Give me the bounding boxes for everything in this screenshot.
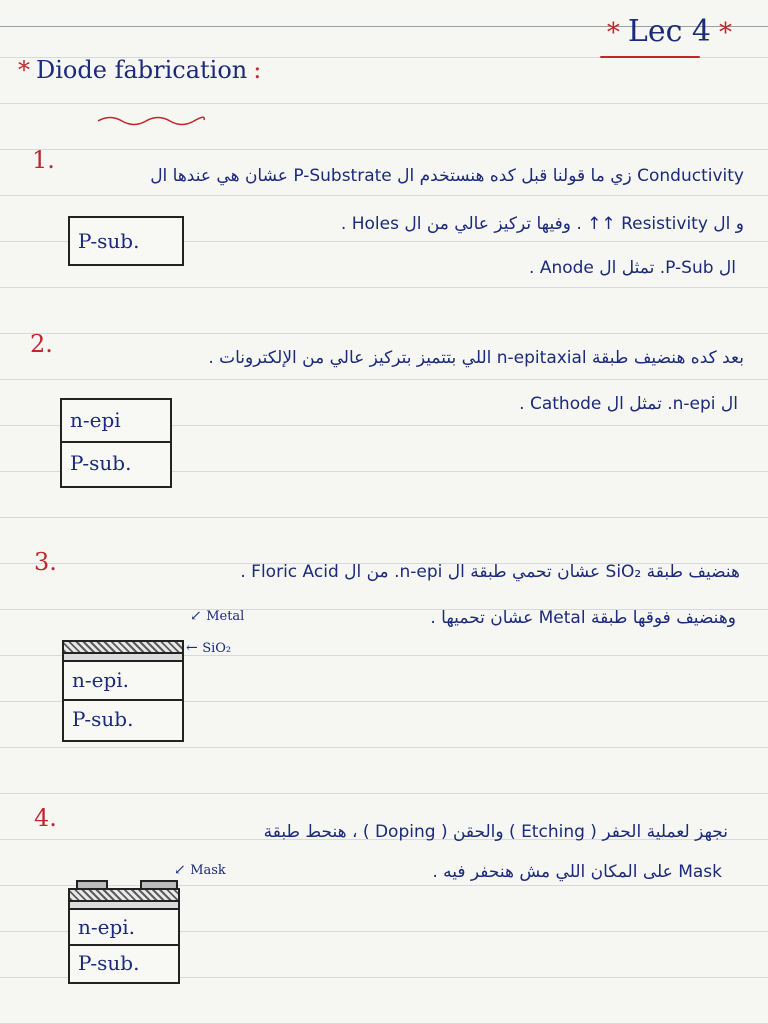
step-1-line-1: Conductivity زي ما قولنا قبل كده هنستخدم ال P-Substrate عشان هي عندها ال — [150, 166, 744, 186]
metal-sio2-stack-diagram — [62, 640, 184, 742]
title-underline-squiggle — [96, 112, 206, 126]
n-epi-layer: n-epi. — [64, 662, 182, 701]
step-2-line-1: بعد كده هنضيف طبقة n-epitaxial اللي بتتميز بتركيز عالي من الإلكترونات . — [208, 348, 744, 368]
step-2-line-2: ال n-epi. تمثل ال Cathode . — [519, 394, 738, 414]
metal-layer — [70, 890, 178, 902]
header-underline — [600, 56, 700, 58]
n-epi-layer: n-epi — [62, 400, 170, 443]
header-star-left: * — [606, 18, 620, 48]
title-star: * — [18, 56, 30, 84]
lecture-header — [607, 14, 732, 49]
p-sub-layer: P-sub. — [78, 229, 140, 253]
step-4-line-2: Mask على المكان اللي مش هنحفر فيه . — [432, 862, 722, 882]
mask-callout: ↙ Mask — [174, 862, 226, 878]
metal-callout: ↙ Metal — [190, 608, 245, 624]
step-2-number: 2. — [30, 330, 53, 358]
n-epi-p-sub-diagram — [60, 398, 172, 488]
step-3-line-2: وهنضيف فوقها طبقة Metal عشان تحميها . — [430, 608, 736, 628]
masked-stack-diagram — [68, 880, 180, 984]
title-text: Diode fabrication — [36, 56, 248, 84]
sio2-layer — [70, 902, 178, 910]
title-colon: : — [253, 56, 262, 84]
mask-block-right — [140, 880, 178, 888]
metal-layer — [64, 642, 182, 654]
mask-block-left — [76, 880, 108, 888]
step-3-line-1: هنضيف طبقة SiO₂ عشان تحمي طبقة ال n-epi. من ال Floric Acid . — [240, 562, 740, 582]
n-epi-layer: n-epi. — [70, 910, 178, 946]
lecture-number: Lec 4 — [627, 14, 711, 49]
step-1-number: 1. — [32, 146, 55, 174]
sio2-layer — [64, 654, 182, 662]
sio2-callout: ← SiO₂ — [186, 640, 232, 656]
step-4-line-1: نجهز لعملية الحفر ( Etching ) والحقن ( Doping ) ، هنحط طبقة — [263, 822, 728, 842]
header-star-right: * — [719, 18, 732, 48]
layer-stack — [68, 888, 180, 984]
page-title — [18, 56, 261, 84]
step-1-line-3: ال P-Sub. تمثل ال Anode . — [529, 258, 736, 278]
p-sub-layer: P-sub. — [72, 707, 134, 731]
p-sub-diagram — [68, 216, 184, 266]
p-sub-layer: P-sub. — [70, 451, 132, 475]
step-1-line-2: و ال Resistivity ↑↑ . وفيها تركيز عالي من ال Holes . — [340, 214, 744, 234]
step-4-number: 4. — [34, 804, 57, 832]
step-3-number: 3. — [34, 548, 57, 576]
p-sub-layer: P-sub. — [78, 951, 140, 975]
